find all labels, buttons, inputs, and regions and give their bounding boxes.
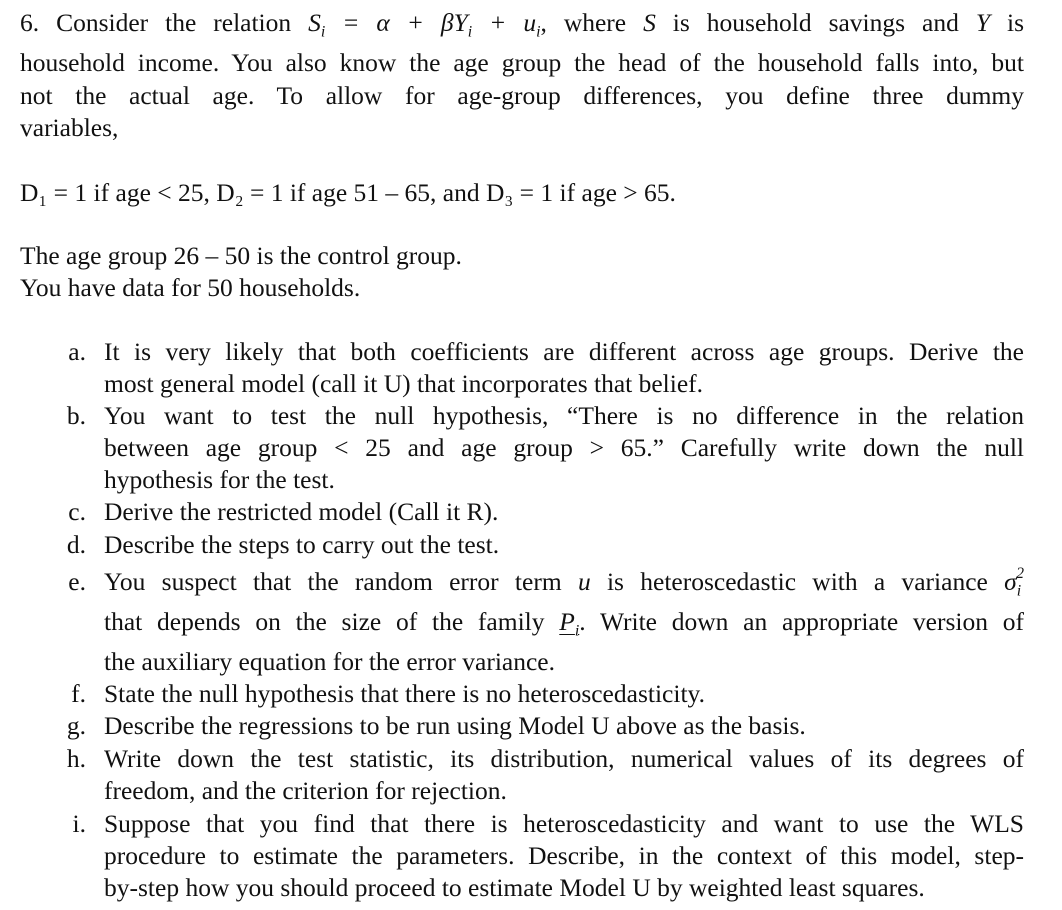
data-size-note: You have data for 50 households. [20,273,361,302]
item-label-i: i. [72,809,86,838]
item-label-a: a. [68,337,86,366]
var-savings: S [643,8,656,37]
item-i-line-1: Suppose that you find that there is heteroscedasticity and want to use the WLS [104,809,1024,838]
item-label-g: g. [66,711,86,740]
item-e-line-2: that depends on the size of the family $P_i$. Write down an appropriate version of [104,607,1025,640]
item-i-line-3: by-step how you should proceed to estimate Model U by weighted least squares. [104,873,925,902]
question-intro-line-2: household income. You also know the age group the head of the household falls into, but [20,48,1024,77]
item-label-b: b. [66,401,86,430]
item-b-line-1: You want to test the null hypothesis, “There is no difference in the relation [104,401,1024,430]
item-b-line-2: between age group < 25 and age group > 65.” Carefully write down the null [104,433,1024,462]
item-f-line-1: State the null hypothesis that there is no heteroscedasticity. [104,679,705,708]
question-intro-line-4: variables, [20,113,119,142]
item-label-c: c. [68,497,86,526]
dummy-definitions: D₁ = 1 if age < 25, D₂ = 1 if age 51 – 65, and D₃ = 1 if age > 65. [20,178,676,207]
item-g-line-1: Describe the regressions to be run using Model U above as the basis. [104,711,806,740]
item-label-h: h. [66,744,86,773]
relation-equation: $S_i = \alpha + \beta Y_i + u_i$ [308,8,541,41]
item-label-d: d. [66,530,86,559]
question-number: 6. [20,8,40,37]
item-d-line-1: Describe the steps to carry out the test. [104,530,500,559]
var-income: Y [975,8,991,37]
item-label-e: e. [68,567,86,596]
question-intro-line-1: 6. Consider the relation $S_i = \alpha + \beta Y_i + u_i$, where S is household savings and Y is [20,8,1024,41]
var-error-term: u [577,567,591,596]
item-a-line-1: It is very likely that both coefficients are different across age groups. Derive the [104,337,1024,366]
item-h-line-1: Write down the test statistic, its distribution, numerical values of its degrees of [104,744,1024,773]
item-h-line-2: freedom, and the criterion for rejection. [104,776,507,805]
item-i-line-2: procedure to estimate the parameters. Describe, in the context of this model, step- [104,841,1024,870]
family-size-variable: $P_i$ [559,607,580,640]
item-e-line-3: the auxiliary equation for the error variance. [104,647,555,676]
item-a-line-2: most general model (call it U) that incorporates that belief. [104,369,704,398]
item-e-line-1: You suspect that the random error term u is heteroscedastic with a variance $\sigma_i^2$ [104,565,1024,600]
question-intro-line-3: not the actual age. To allow for age-group differences, you define three dummy [20,81,1024,110]
item-label-f: f. [71,679,86,708]
item-c-line-1: Derive the restricted model (Call it R). [104,497,499,526]
control-group-note: The age group 26 – 50 is the control group. [20,241,462,270]
variance-symbol: $\sigma_i^2$ [1004,565,1024,600]
item-b-line-3: hypothesis for the test. [104,465,335,494]
